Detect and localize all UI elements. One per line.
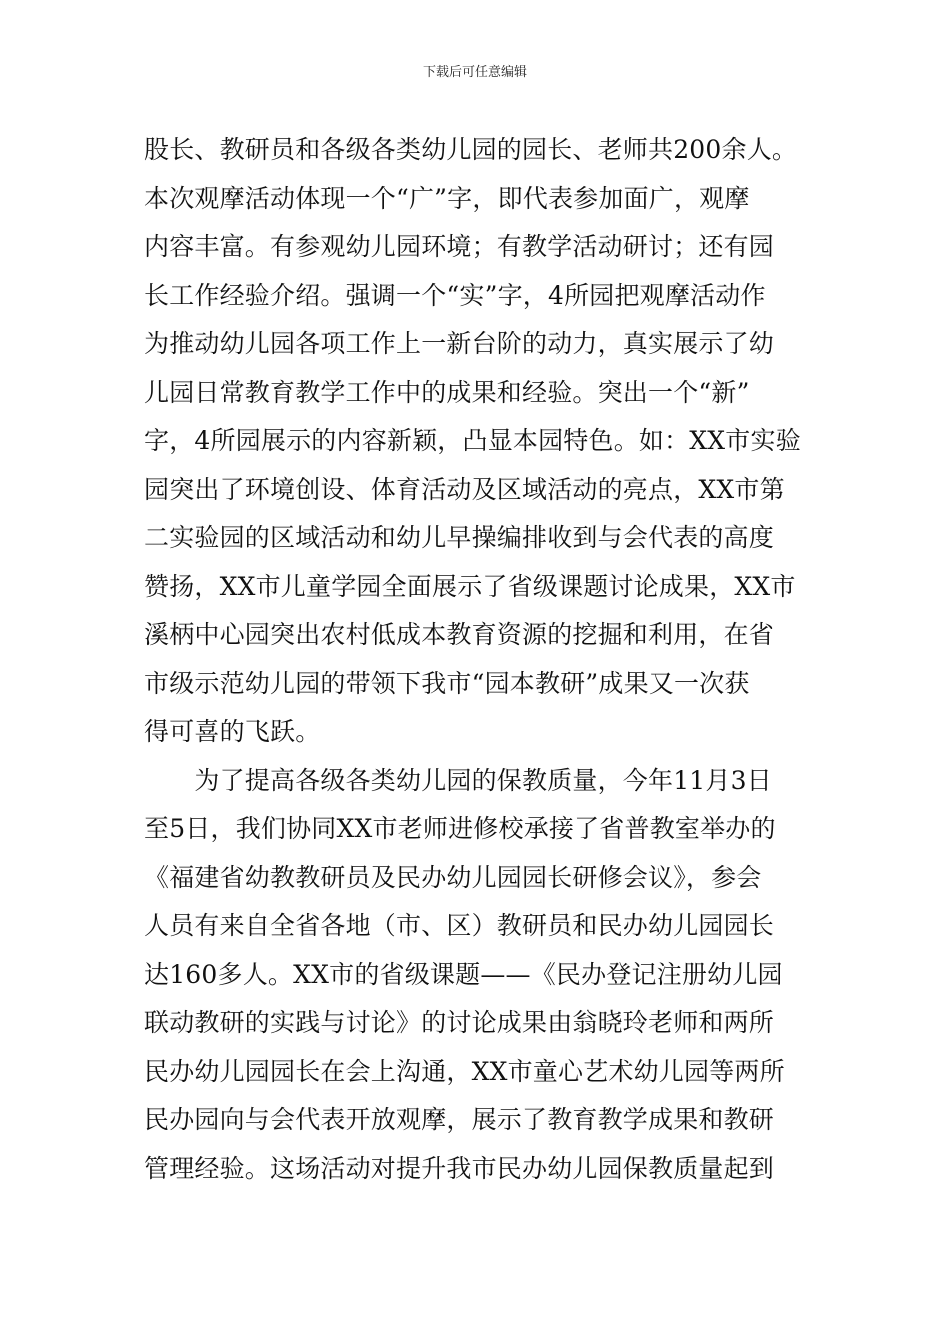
text-line: 至5日，我们协同XX市老师进修校承接了省普教室举办的 <box>144 814 776 843</box>
document-body <box>144 126 814 1193</box>
text-line: 为推动幼儿园各项工作上一新台阶的动力，真实展示了幼 <box>144 329 775 358</box>
text-line: 联动教研的实践与讨论》的讨论成果由翁晓玲老师和两所 <box>144 1008 775 1037</box>
text-line: 管理经验。这场活动对提升我市民办幼儿园保教质量起到 <box>144 1153 775 1183</box>
text-line: 二实验园的区域活动和幼儿早操编排收到与会代表的高度 <box>144 523 775 552</box>
text-line: 股长、教研员和各级各类幼儿园的园长、老师共200余人。 <box>144 135 798 164</box>
text-line: 内容丰富。有参观幼儿园环境；有教学活动研讨；还有园 <box>144 232 775 261</box>
text-line: 民办园向与会代表开放观摩，展示了教育教学成果和教研 <box>144 1105 775 1134</box>
page-header: 下载后可任意编辑 <box>422 65 527 80</box>
text-line: 园突出了环境创设、体育活动及区域活动的亮点，XX市第 <box>144 474 785 504</box>
text-line: 儿园日常教育教学工作中的成果和经验。突出一个“新” <box>144 377 750 407</box>
paragraph-2 <box>144 757 814 1194</box>
text-line: 赞扬，XX市儿童学园全面展示了省级课题讨论成果，XX市 <box>144 571 796 601</box>
text-line: 得可喜的飞跃。 <box>144 717 321 746</box>
text-line: 本次观摩活动体现一个“广”字，即代表参加面广，观摩 <box>144 183 750 213</box>
paragraph-1 <box>144 126 814 757</box>
text-line: 达160多人。XX市的省级课题——《民办登记注册幼儿园 <box>144 959 783 989</box>
text-line: 为了提高各级各类幼儿园的保教质量，今年11月3日 <box>144 765 772 795</box>
text-line: 溪柄中心园突出农村低成本教育资源的挖掘和利用，在省 <box>144 620 775 649</box>
text-line: 长工作经验介绍。强调一个“实”字，4所园把观摩活动作 <box>144 280 766 310</box>
text-line: 字，4所园展示的内容新颖，凸显本园特色。如：XX市实验 <box>144 426 801 455</box>
text-line: 民办幼儿园园长在会上沟通，XX市童心艺术幼儿园等两所 <box>144 1056 785 1086</box>
text-line: 人员有来自全省各地（市、区）教研员和民办幼儿园园长 <box>144 911 775 940</box>
text-line: 《福建省幼教教研员及民办幼儿园园长研修会议》，参会 <box>144 862 762 892</box>
text-line: 市级示范幼儿园的带领下我市“园本教研”成果又一次获 <box>144 668 750 698</box>
